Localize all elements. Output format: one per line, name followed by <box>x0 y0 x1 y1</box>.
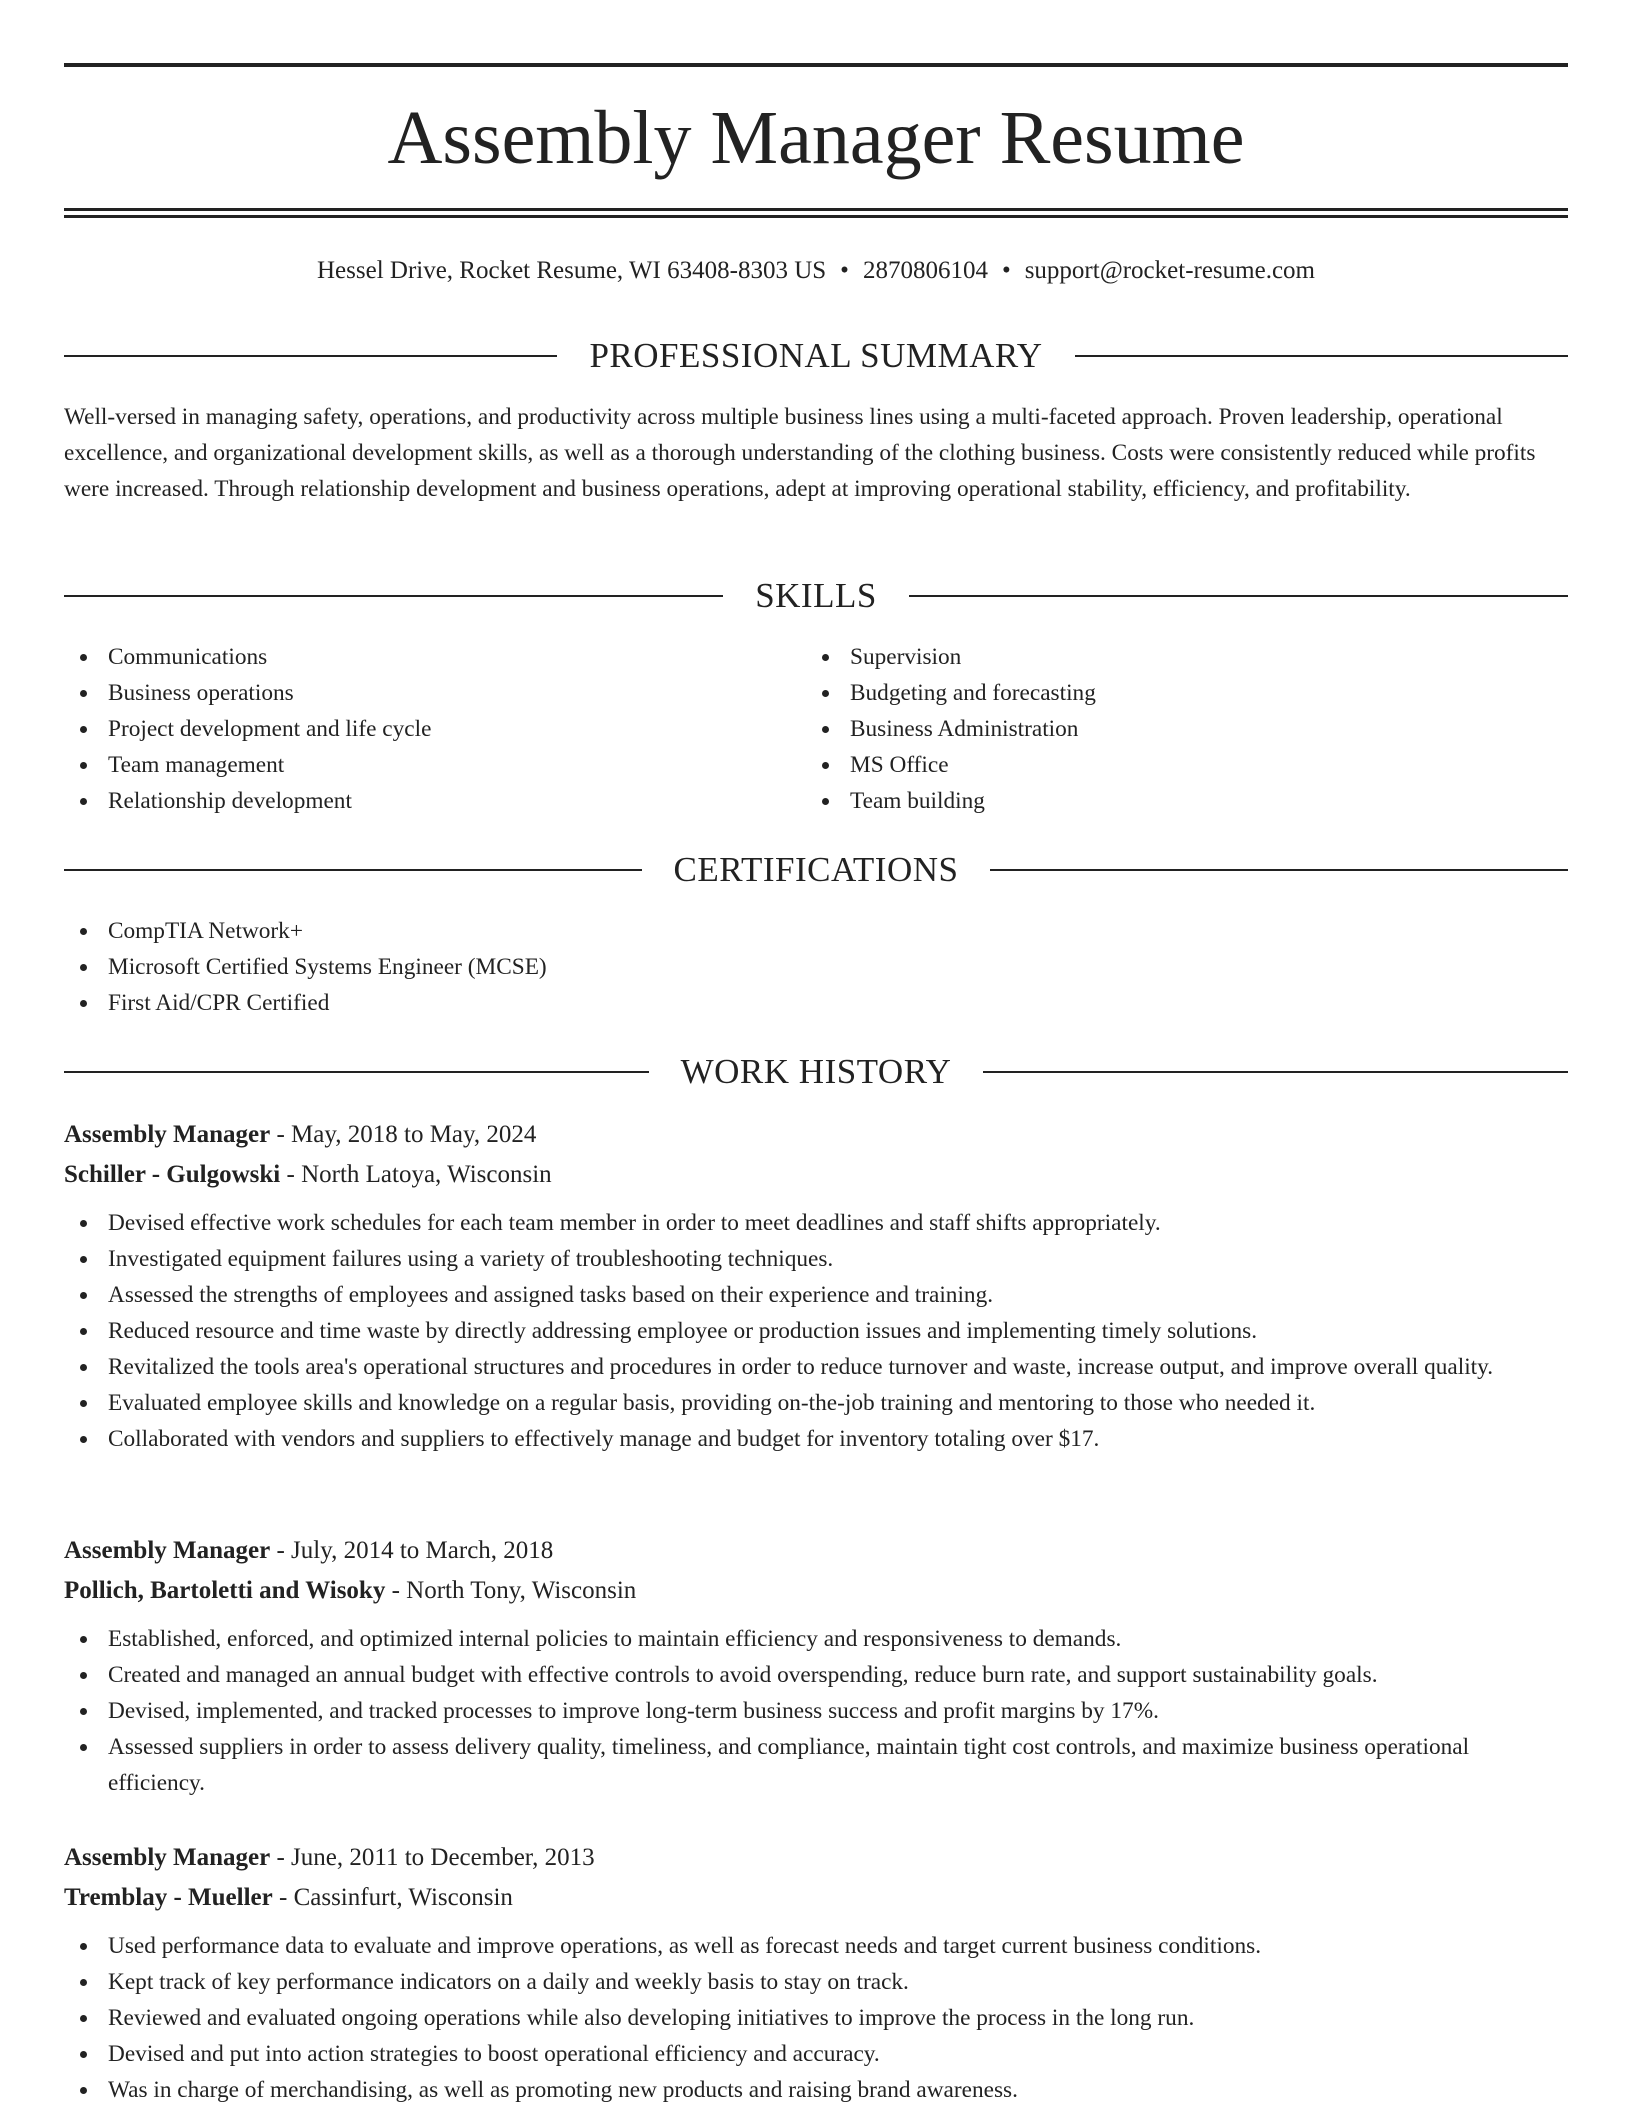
section-title: CERTIFICATIONS <box>673 850 959 889</box>
contact-separator: • <box>840 257 849 284</box>
contact-email: support@rocket-resume.com <box>1024 257 1315 284</box>
summary-text: Well-versed in managing safety, operations, and productivity across multiple business lines using a multi-faceted approach. Proven leadership, operational excellence, and organizational development skills, as well as a thorough understanding of the clothing business. Costs were consistently reduced while profits were increased. Through relationship development and business operations, adept at improving operational stability, efficiency, and profitability. <box>64 404 1536 502</box>
section-title: SKILLS <box>755 576 877 615</box>
job-company: Tremblay - Mueller <box>64 1884 273 1911</box>
job-title-line <box>64 1115 1568 1155</box>
skill-item: Team building <box>806 783 1096 819</box>
job-bullet: Evaluated employee skills and knowledge on a regular basis, providing on-the-job training and mentoring to those who needed it. <box>64 1385 1568 1421</box>
job-dates: - May, 2018 to May, 2024 <box>270 1121 537 1148</box>
job-title-line <box>64 1531 1568 1571</box>
job-title: Assembly Manager <box>64 1537 271 1564</box>
job-bullet: Reviewed and evaluated ongoing operations while also developing initiatives to improve the process in the long run. <box>64 2000 1568 2036</box>
skill-item: Communications <box>64 639 431 675</box>
skill-item: Team management <box>64 747 431 783</box>
skill-item: MS Office <box>806 747 1096 783</box>
job-dates: - July, 2014 to March, 2018 <box>270 1537 554 1564</box>
certifications-list <box>64 913 1568 1021</box>
contact-address: Hessel Drive, Rocket Resume, WI 63408-8303 US <box>316 257 827 284</box>
section-heading-work-history <box>64 1050 1568 1094</box>
job-entry <box>64 1115 1568 1457</box>
job-bullets <box>64 1205 1568 1457</box>
job-company-line <box>64 1571 1568 1611</box>
section-heading-skills <box>64 574 1568 618</box>
section-title: PROFESSIONAL SUMMARY <box>589 336 1043 375</box>
job-bullet: Devised, implemented, and tracked processes to improve long-term business success and profit margins by 17%. <box>64 1693 1568 1729</box>
job-location: - North Latoya, Wisconsin <box>280 1161 552 1188</box>
job-bullet: Used performance data to evaluate and improve operations, as well as forecast needs and target current business conditions. <box>64 1928 1568 1964</box>
job-location: - North Tony, Wisconsin <box>385 1577 637 1604</box>
job-company-line <box>64 1878 1568 1918</box>
header-top-rule <box>64 63 1568 67</box>
section-rule <box>64 1071 649 1073</box>
job-bullet: Created and managed an annual budget with effective controls to avoid overspending, reduce burn rate, and support sustainability goals. <box>64 1657 1568 1693</box>
job-title: Assembly Manager <box>64 1844 271 1871</box>
skill-item: Budgeting and forecasting <box>806 675 1096 711</box>
header-double-rule <box>64 208 1568 218</box>
section-rule <box>64 355 557 357</box>
skill-item: Relationship development <box>64 783 431 819</box>
contact-separator: • <box>1001 257 1011 284</box>
certification-item: First Aid/CPR Certified <box>64 985 1568 1021</box>
contact-line <box>64 254 1568 288</box>
job-bullet: Assessed suppliers in order to assess delivery quality, timeliness, and compliance, maintain tight cost controls, and maximize business operational efficiency. <box>64 1729 1568 1801</box>
section-heading-summary <box>64 334 1568 378</box>
job-entry <box>64 1531 1568 1801</box>
job-location: - Cassinfurt, Wisconsin <box>272 1884 513 1911</box>
job-bullet: Devised and put into action strategies to boost operational efficiency and accuracy. <box>64 2036 1568 2072</box>
contact-phone: 2870806104 <box>862 257 988 284</box>
job-bullet: Revitalized the tools area's operational structures and procedures in order to reduce turnover and waste, increase output, and improve overall quality. <box>64 1349 1568 1385</box>
job-title: Assembly Manager <box>64 1121 271 1148</box>
section-rule <box>64 869 642 871</box>
section-rule <box>909 595 1568 597</box>
skills-list-left <box>64 639 431 819</box>
section-rule <box>990 869 1568 871</box>
job-company: Pollich, Bartoletti and Wisoky <box>64 1577 386 1604</box>
skill-item: Project development and life cycle <box>64 711 431 747</box>
job-bullet: Was in charge of merchandising, as well as promoting new products and raising brand awareness. <box>64 2072 1568 2108</box>
job-company: Schiller - Gulgowski <box>64 1161 281 1188</box>
job-bullet: Kept track of key performance indicators on a daily and weekly basis to stay on track. <box>64 1964 1568 2000</box>
skill-item: Business Administration <box>806 711 1096 747</box>
job-bullet: Investigated equipment failures using a variety of troubleshooting techniques. <box>64 1241 1568 1277</box>
skill-item: Supervision <box>806 639 1096 675</box>
job-bullet: Established, enforced, and optimized internal policies to maintain efficiency and responsiveness to demands. <box>64 1621 1568 1657</box>
section-rule <box>983 1071 1568 1073</box>
job-bullet: Assessed the strengths of employees and assigned tasks based on their experience and training. <box>64 1277 1568 1313</box>
skill-item: Business operations <box>64 675 431 711</box>
job-entry <box>64 1838 1568 2108</box>
job-bullets <box>64 1621 1568 1801</box>
section-rule <box>1075 355 1568 357</box>
job-title-line <box>64 1838 1568 1878</box>
job-bullets <box>64 1928 1568 2108</box>
section-title: WORK HISTORY <box>680 1052 952 1091</box>
skills-list-right <box>806 639 1096 819</box>
certification-item: Microsoft Certified Systems Engineer (MCSE) <box>64 949 1568 985</box>
job-bullet: Collaborated with vendors and suppliers to effectively manage and budget for inventory totaling over $17. <box>64 1421 1568 1457</box>
job-dates: - June, 2011 to December, 2013 <box>270 1844 595 1871</box>
section-heading-certifications <box>64 848 1568 892</box>
job-bullet: Devised effective work schedules for each team member in order to meet deadlines and staff shifts appropriately. <box>64 1205 1568 1241</box>
resume-title: Assembly Manager Resume <box>387 96 1245 180</box>
job-company-line <box>64 1155 1568 1195</box>
certification-item: CompTIA Network+ <box>64 913 1568 949</box>
section-rule <box>64 595 723 597</box>
job-bullet: Reduced resource and time waste by directly addressing employee or production issues and implementing timely solutions. <box>64 1313 1568 1349</box>
